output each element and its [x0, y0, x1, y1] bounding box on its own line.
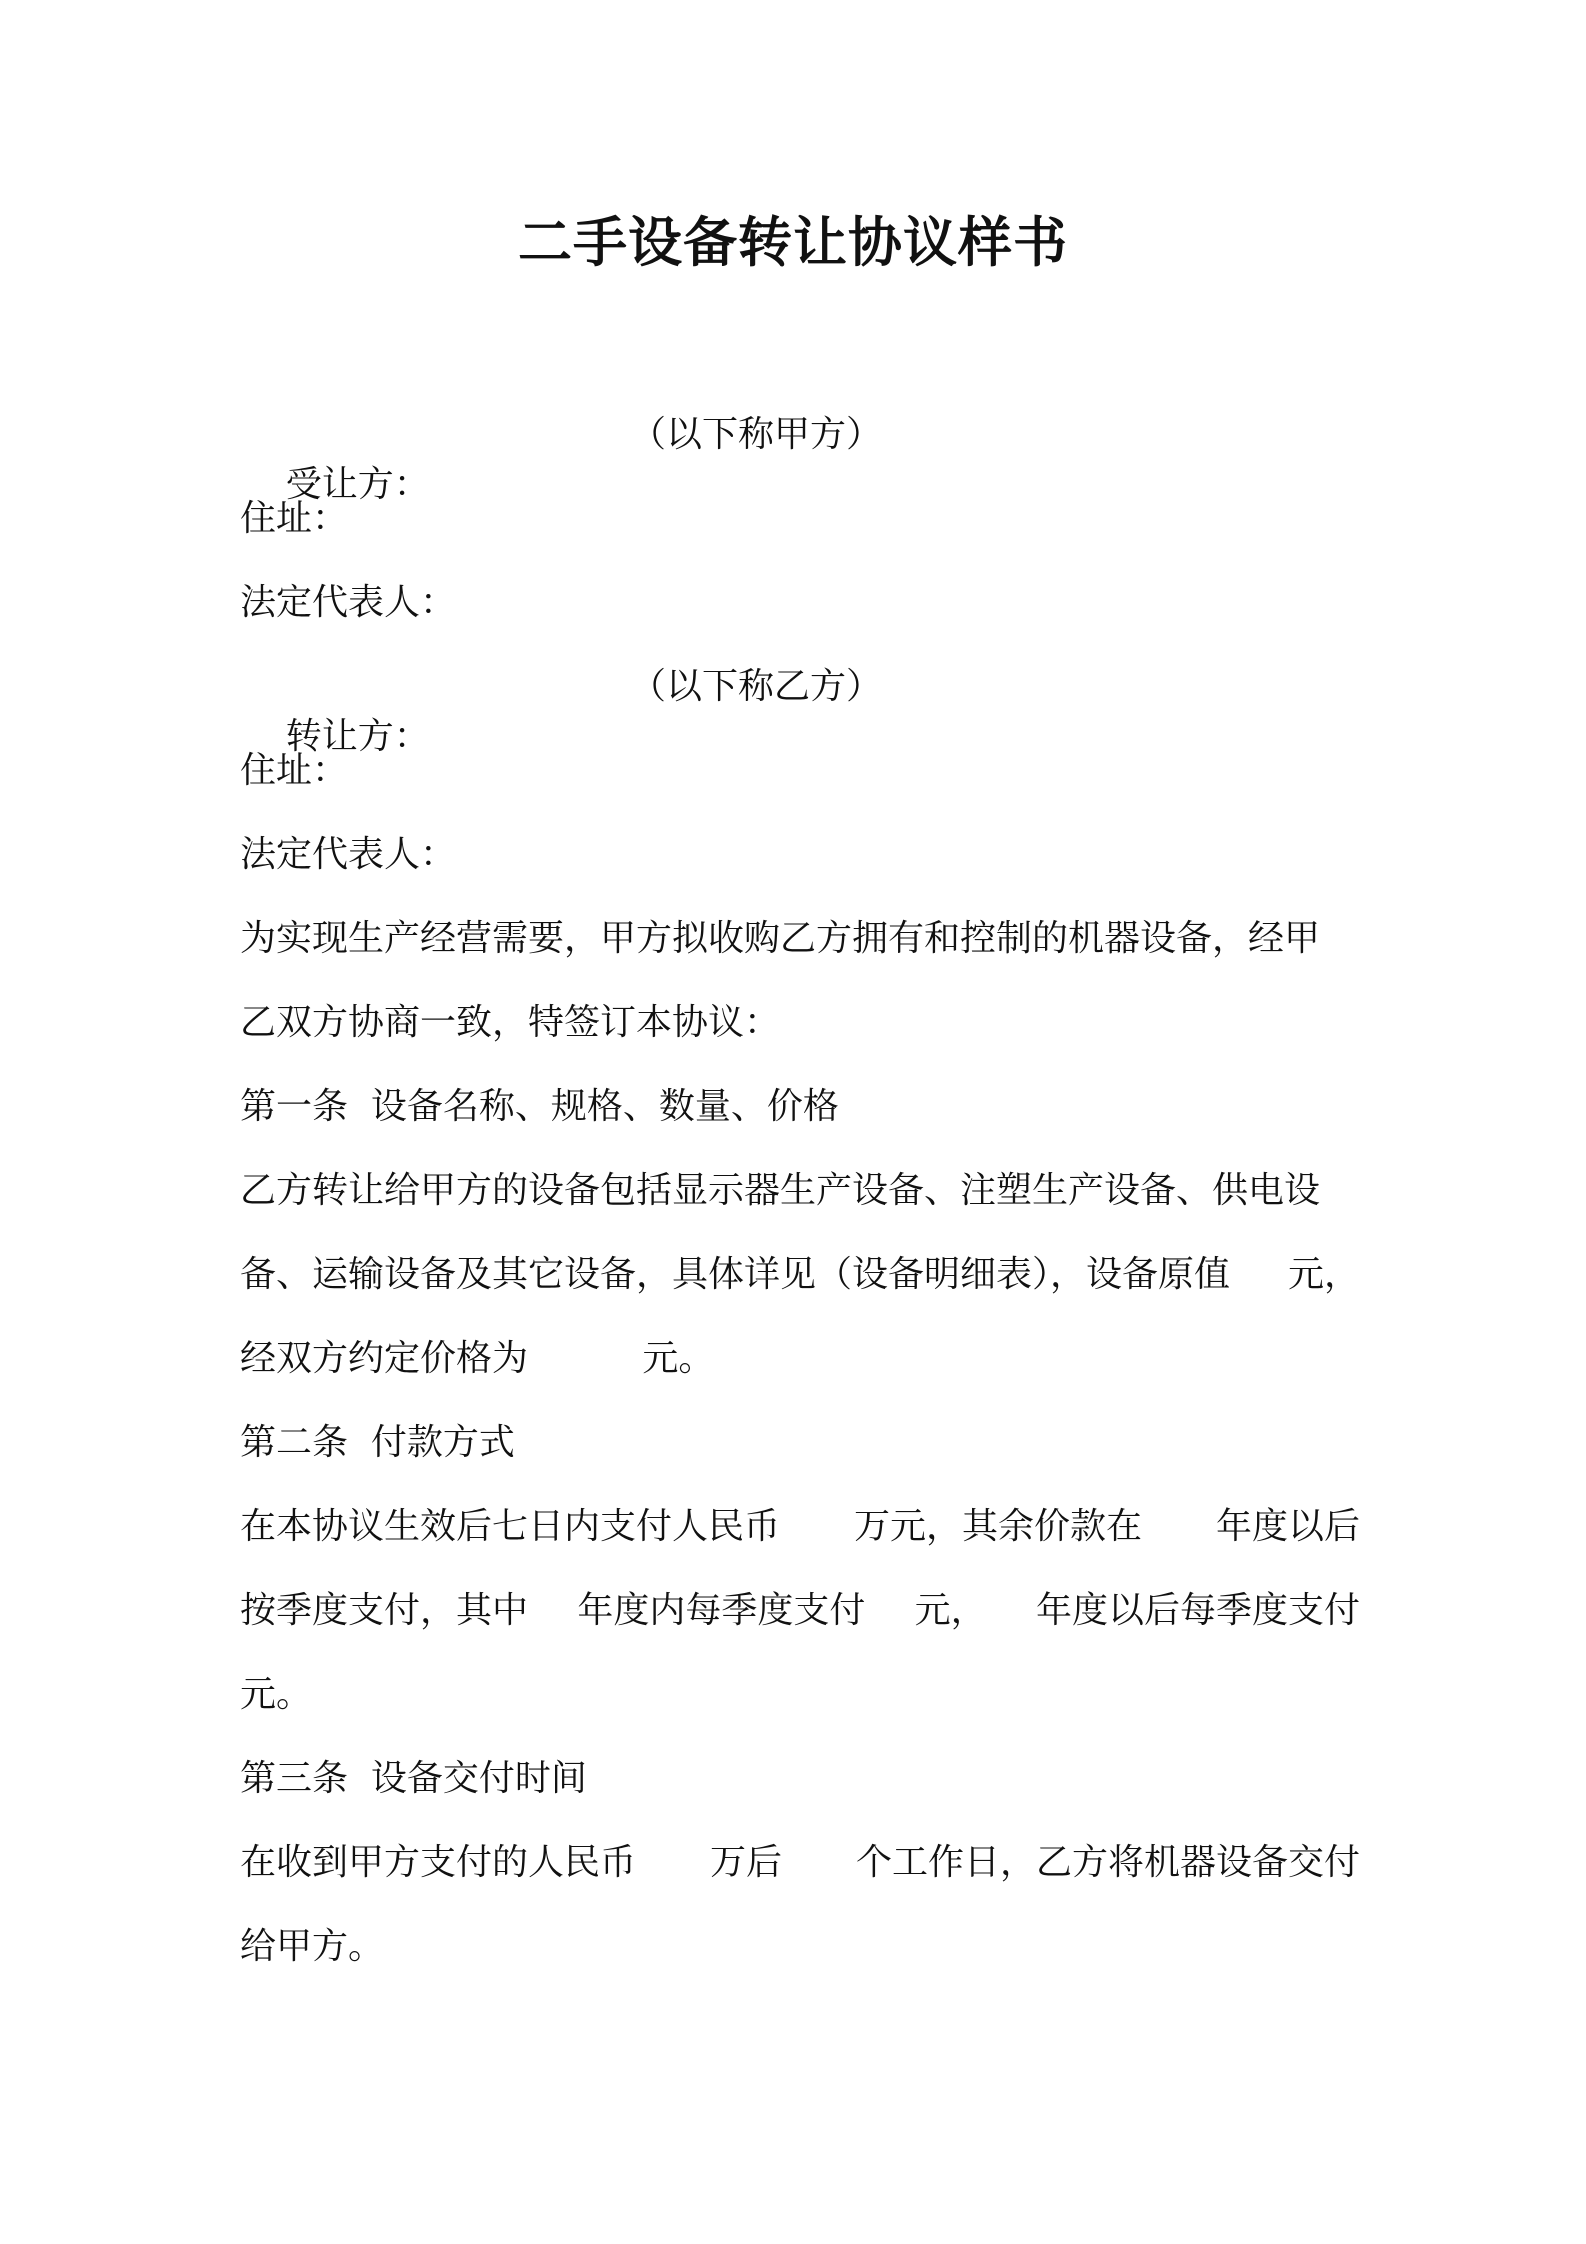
article-2-line-1-a: 在本协议生效后七日内支付人民币	[240, 1506, 781, 1547]
article-2-line-2-b: 年度内每季度支付	[577, 1590, 866, 1631]
article-3-line-1-c: 个工作日，乙方将机器设备交付	[855, 1842, 1360, 1883]
article-2-line-1-c: 年度以后	[1215, 1506, 1360, 1547]
preamble-line-2: 乙双方协商一致，特签订本协议：	[240, 1002, 781, 1043]
document-title: 二手设备转让协议样书	[518, 211, 1068, 274]
article-3-line-2: 给甲方。	[240, 1926, 385, 1967]
article-2-line-3: 元。	[240, 1674, 313, 1715]
article-2-line-1-b: 万元，其余价款在	[853, 1506, 1142, 1547]
article-1-line-1: 乙方转让给甲方的设备包括显示器生产设备、注塑生产设备、供电设	[240, 1170, 1321, 1211]
article-1-line-3: 经双方约定价格为 元。	[240, 1338, 715, 1379]
article-1-line-2-end: 元，	[1287, 1254, 1360, 1295]
party-a-representative: 法定代表人：	[240, 582, 457, 623]
article-3-heading: 第三条 设备交付时间	[240, 1758, 587, 1799]
article-2-line-1	[240, 1502, 1360, 1552]
article-2-line-2	[240, 1586, 1360, 1636]
article-3-line-1-b: 万后	[709, 1842, 782, 1883]
party-a-note: （以下称甲方）	[630, 414, 883, 455]
article-2-line-2-d: 年度以后每季度支付	[1035, 1590, 1360, 1631]
party-b-note: （以下称乙方）	[630, 666, 883, 707]
party-b-representative: 法定代表人：	[240, 834, 457, 875]
party-b-label: 转让方：	[285, 716, 430, 757]
article-2-line-2-a: 按季度支付，其中	[240, 1590, 529, 1631]
article-3-line-1	[240, 1838, 1360, 1888]
article-3-line-1-a: 在收到甲方支付的人民币	[240, 1842, 637, 1883]
preamble-line-1: 为实现生产经营需要，甲方拟收购乙方拥有和控制的机器设备，经甲	[240, 918, 1321, 959]
party-a-label: 受让方：	[285, 464, 430, 505]
party-b-address: 住址：	[240, 750, 349, 791]
article-2-line-2-c: 元，	[914, 1590, 987, 1631]
party-a-address: 住址：	[240, 498, 349, 539]
article-1-line-2-text: 备、运输设备及其它设备，具体详见（设备明细表），设备原值	[240, 1254, 1231, 1295]
article-2-heading: 第二条 付款方式	[240, 1422, 515, 1463]
article-1-line-2	[240, 1250, 1360, 1300]
article-1-heading: 第一条 设备名称、规格、数量、价格	[240, 1086, 839, 1127]
